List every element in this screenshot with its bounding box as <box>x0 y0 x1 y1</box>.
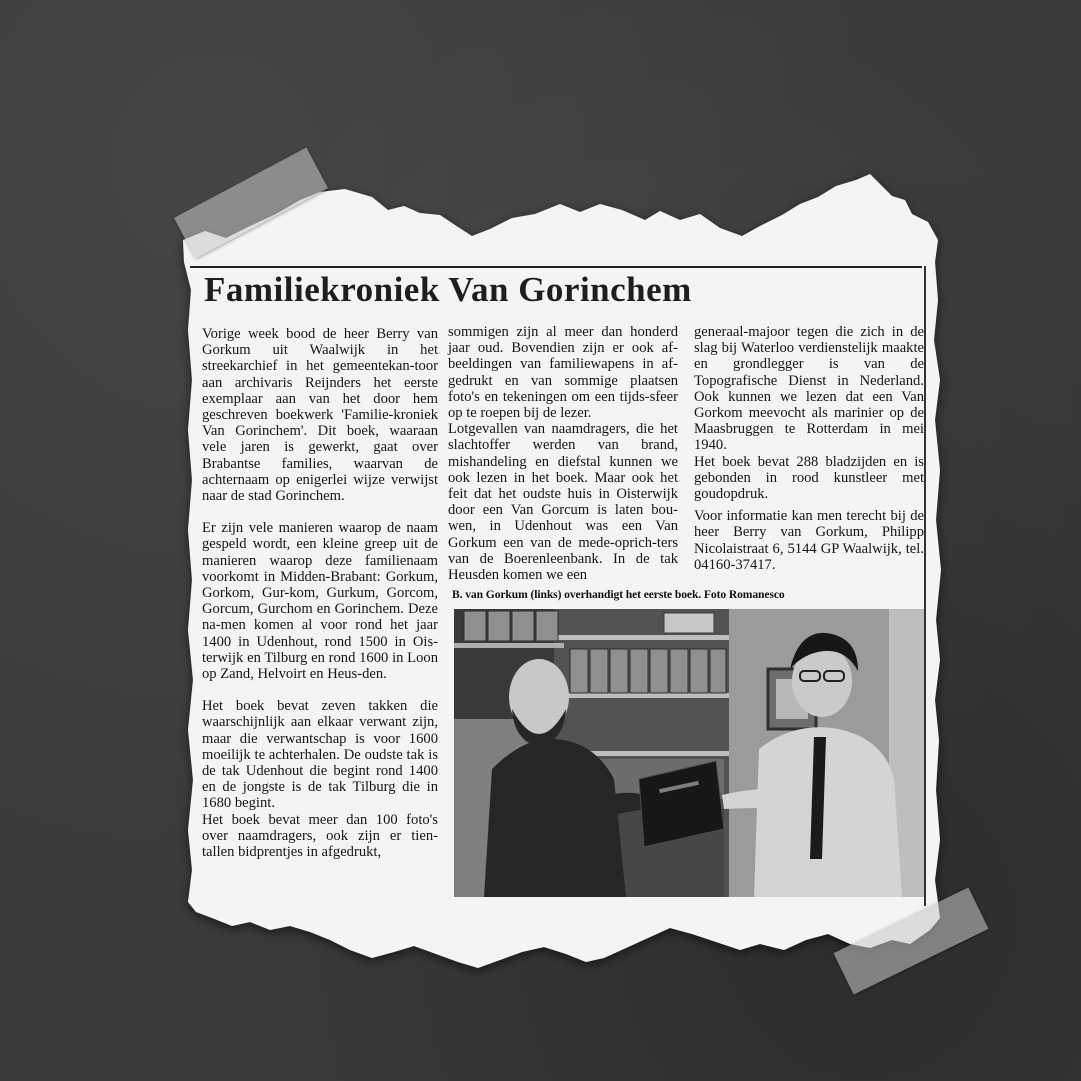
paragraph: Het boek bevat 288 bladzijden en is gebonden in rood kunstleer met goudopdruk. <box>694 453 924 503</box>
column-3 <box>694 324 924 573</box>
paragraph: sommigen zijn al meer dan honderd jaar oud. Bovendien zijn er ook af-beeldingen van familiewapens in af-gedrukt en van sommige plaatsen foto's en tekeningen om een tijds-sfeer op te roepen bij de lezer. <box>448 324 678 422</box>
paragraph: Lotgevallen van naamdragers, die het slachtoffer werden van brand, mishandeling en diefstal kunnen we ook lezen in het boek. Maar ook het feit dat het oudste huis in Oisterwijk door een Van Gorcum is laten bou-wen, in Udenhout was een Van Gorkum een van de mede-oprich-ters van de Boerenleenbank. In de tak Heusden komen we een <box>448 421 678 584</box>
paragraph: Het boek bevat meer dan 100 foto's over naamdragers, ook zijn er tien-tallen bidprentjes in afgedrukt, <box>202 811 438 861</box>
paragraph: Het boek bevat zeven takken die waarschijnlijk aan elkaar verwant zijn, maar die verwantschap is voor 1600 moeilijk te achterhalen. De oudste tak is de tak Udenhout die begint rond 1400 en de jongste is de tak Tilburg die in 1680 begint. <box>202 698 438 812</box>
photo-illustration <box>454 609 924 897</box>
paragraph: Voor informatie kan men terecht bij de heer Berry van Gorkum, Philipp Nicolaistraat 6, 5144 GP Waalwijk, tel. 04160-37417. <box>694 508 924 573</box>
article-title: Familiekroniek Van Gorinchem <box>204 270 692 309</box>
column-2 <box>448 324 678 583</box>
photo-caption: B. van Gorkum (links) overhandigt het eerste boek. Foto Romanesco <box>452 588 785 601</box>
paragraph: Er zijn vele manieren waarop de naam gespeld wordt, een kleine greep uit de manieren waarop deze familienaam voorkomt in Midden-Brabant: Gorkum, Gorkom, Gur-kom, Gurkum, Gorcom, Gorcum, Gurchom en Gorinchem. Deze na-men komen al voor rond het jaar 1400 in Udenhout, rond 1500 in Ois-terwijk en Tilburg en rond 1600 in Loon op Zand, Helvoirt en Heus-den. <box>202 520 438 683</box>
right-rule <box>924 266 926 906</box>
column-1 <box>202 326 438 860</box>
news-photo <box>454 609 924 897</box>
paragraph: generaal-majoor tegen die zich in de slag bij Waterloo verdienstelijk maakte en grondlegger is van de Topografische Dienst in Nederland. Ook kunnen we lezen dat een Van Gorkom meevocht als marinier op de Maasbruggen te Rotterdam in mei 1940. <box>694 324 924 454</box>
top-rule <box>190 266 922 268</box>
paragraph: Vorige week bood de heer Berry van Gorkum uit Waalwijk in het streekarchief in het gemeentekan-toor aan archivaris Reijnders het eerste exemplaar aan van het door hem geschreven boekwerk 'Familie-kroniek Van Gorinchem'. Dit boek, waaraan vele jaren is gewerkt, gaat over Brabantse families, waarvan de achternaam op enigerlei wijze verwijst naar de stad Gorinchem. <box>202 326 438 505</box>
newspaper-clipping <box>186 262 926 902</box>
